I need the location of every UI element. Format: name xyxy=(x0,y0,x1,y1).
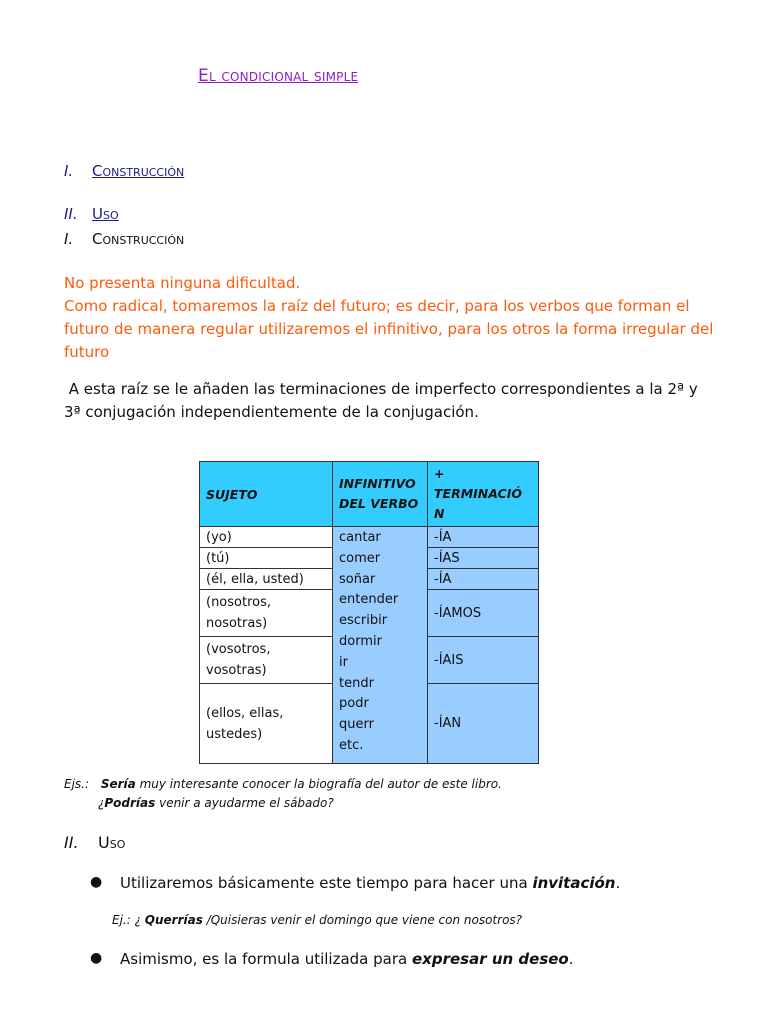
intro-text: A esta raíz se le añaden las terminaciones de imperfecto correspondientes a la 2ª y 3ª conjugación independientemente de la conjugación. xyxy=(64,380,698,421)
section-heading-uso xyxy=(64,833,125,852)
construction-note xyxy=(64,272,714,364)
conjugation-table xyxy=(199,461,539,764)
subject-cell: (nosotros, nosotras) xyxy=(200,590,333,637)
bullet-item xyxy=(90,874,621,892)
intro-paragraph xyxy=(64,378,714,424)
example-verb: Sería xyxy=(100,777,136,791)
section-label: Uso xyxy=(98,833,126,852)
example-verb: Podrías xyxy=(104,796,156,810)
toc-label: Uso xyxy=(92,205,119,223)
bullet-item xyxy=(90,950,574,968)
examples-label: Ejs.: xyxy=(64,777,90,791)
question-mark: ¿ xyxy=(130,913,145,927)
ending-cell: -ÍAS xyxy=(428,548,539,569)
example-text: /Quisieras venir el domingo que viene con nosotros? xyxy=(202,913,523,927)
header-terminacion xyxy=(428,462,539,527)
verbs-cell xyxy=(333,527,428,764)
verb-item: tendr xyxy=(339,675,374,691)
ending-cell: -ÍA xyxy=(428,569,539,590)
page-title: El condicional simple xyxy=(198,66,359,86)
verb-item: entender xyxy=(339,592,399,608)
example-text: venir a ayudarme el sábado? xyxy=(155,796,334,810)
verb-item: dormir xyxy=(339,633,382,649)
ending-cell: -ÍAIS xyxy=(428,637,539,684)
bullet-text: Utilizaremos básicamente este tiempo para hacer una xyxy=(120,874,533,892)
verb-item: soñar xyxy=(339,571,376,587)
verb-item: etc. xyxy=(339,737,364,753)
ending-cell: -ÍAMOS xyxy=(428,590,539,637)
example-label: Ej.: xyxy=(112,913,131,927)
toc-link-uso[interactable] xyxy=(64,205,119,223)
question-mark: ¿ xyxy=(98,796,105,810)
section-number: I. xyxy=(64,230,74,248)
bullet-emphasis: expresar un deseo xyxy=(412,950,569,968)
toc-link-construccion[interactable] xyxy=(64,162,184,180)
header-terminacion-label: TERMINACIÓ N xyxy=(434,486,522,521)
ending-cell: -ÍAN xyxy=(428,684,539,764)
example-verb: Querrías xyxy=(144,913,203,927)
verb-item: querr xyxy=(339,717,374,733)
section-number: II. xyxy=(64,833,79,852)
example-line xyxy=(64,794,502,813)
ending-cell: -ÍA xyxy=(428,527,539,548)
bullet-emphasis: invitación xyxy=(532,874,616,892)
header-sujeto: SUJETO xyxy=(200,462,333,527)
bullet-end: . xyxy=(568,950,574,968)
subject-cell: (ellos, ellas, ustedes) xyxy=(200,684,333,764)
bullet-text: Asimismo, es la formula utilizada para xyxy=(120,950,412,968)
toc-number: II. xyxy=(64,205,78,223)
examples-block xyxy=(64,775,502,813)
header-plus: + xyxy=(434,466,445,481)
subject-cell: (yo) xyxy=(200,527,333,548)
example-line xyxy=(64,775,502,794)
verb-item: comer xyxy=(339,550,381,566)
verb-item: escribir xyxy=(339,613,388,629)
toc-number: I. xyxy=(64,162,74,180)
example-text: muy interesante conocer la biografía del autor de este libro. xyxy=(135,777,502,791)
note-line: No presenta ninguna dificultad. xyxy=(64,274,301,292)
verb-item: ir xyxy=(339,654,348,670)
header-infinitivo: INFINITIVO DEL VERBO xyxy=(333,462,428,527)
bullet-end: . xyxy=(615,874,621,892)
subject-cell: (tú) xyxy=(200,548,333,569)
verb-item: cantar xyxy=(339,530,381,545)
section-heading-construccion xyxy=(64,230,184,248)
example-invitation xyxy=(112,913,522,927)
bullet-icon: ● xyxy=(90,874,103,890)
subject-cell: (él, ella, usted) xyxy=(200,569,333,590)
verb-item: podr xyxy=(339,696,369,712)
subject-cell: (vosotros, vosotras) xyxy=(200,637,333,684)
section-label: Construcción xyxy=(92,230,185,248)
toc-label: Construcción xyxy=(92,162,185,180)
bullet-icon: ● xyxy=(90,950,103,966)
note-paragraph: Como radical, tomaremos la raíz del futuro; es decir, para los verbos que forman el futuro de manera regular utilizaremos el infinitivo, para los otros la forma irregular del futuro xyxy=(64,297,714,361)
